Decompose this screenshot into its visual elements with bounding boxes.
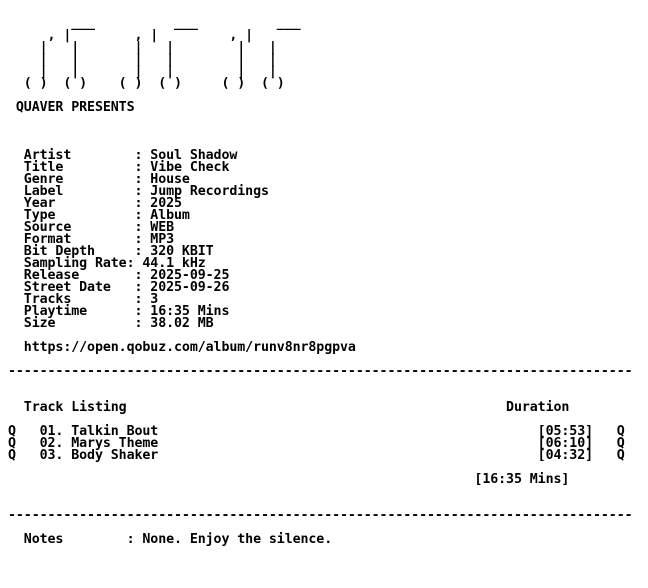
info-format: Format : MP3 — [8, 232, 175, 247]
info-type: Type : Album — [8, 208, 190, 223]
info-artist: Artist : Soul Shadow — [8, 148, 238, 163]
info-tracks: Tracks : 3 — [8, 292, 159, 307]
info-source: Source : WEB — [8, 220, 175, 235]
info-size: Size : 38.02 MB — [8, 316, 214, 331]
info-street-date: Street Date : 2025-09-26 — [8, 280, 230, 295]
info-bit-depth: Bit Depth : 320 KBIT — [8, 244, 214, 259]
blank-line — [8, 114, 633, 126]
presenter-line: QUAVER PRESENTS — [8, 100, 135, 115]
divider: ------------------------------------------------------------------------------- — [8, 508, 633, 523]
logo-line: | | | | | | — [8, 64, 277, 79]
track-row: Q 02. Marys Theme [06:10] Q — [8, 436, 625, 451]
blank-line — [8, 126, 633, 138]
divider: ------------------------------------------------------------------------------- — [8, 364, 633, 379]
logo-line: ___ ___ ___ — [8, 16, 301, 31]
notes-line: Notes : None. Enjoy the silence. — [8, 532, 333, 547]
track-row: Q 01. Talkin Bout [05:53] Q — [8, 424, 625, 439]
info-label: Label : Jump Recordings — [8, 184, 269, 199]
logo-line: | | | | | | — [8, 52, 277, 67]
blank-line — [8, 486, 633, 498]
info-playtime: Playtime : 16:35 Mins — [8, 304, 230, 319]
logo-line: | | | | | | — [8, 40, 277, 55]
track-listing-header: Track Listing Duration — [8, 400, 570, 415]
nfo-text-block — [8, 6, 633, 546]
info-release: Release : 2025-09-25 — [8, 268, 230, 283]
logo-line: ( ) ( ) ( ) ( ) ( ) ( ) — [8, 76, 285, 91]
info-genre: Genre : House — [8, 172, 190, 187]
total-duration: [16:35 Mins] — [8, 472, 570, 487]
logo-line: , | , | , | — [8, 28, 254, 43]
track-row: Q 03. Body Shaker [04:32] Q — [8, 448, 625, 463]
info-title: Title : Vibe Check — [8, 160, 230, 175]
info-sampling-rate: Sampling Rate: 44.1 kHz — [8, 256, 206, 271]
album-url: https://open.qobuz.com/album/runv8nr8pgpva — [8, 340, 356, 355]
info-year: Year : 2025 — [8, 196, 182, 211]
blank-line — [8, 378, 633, 390]
